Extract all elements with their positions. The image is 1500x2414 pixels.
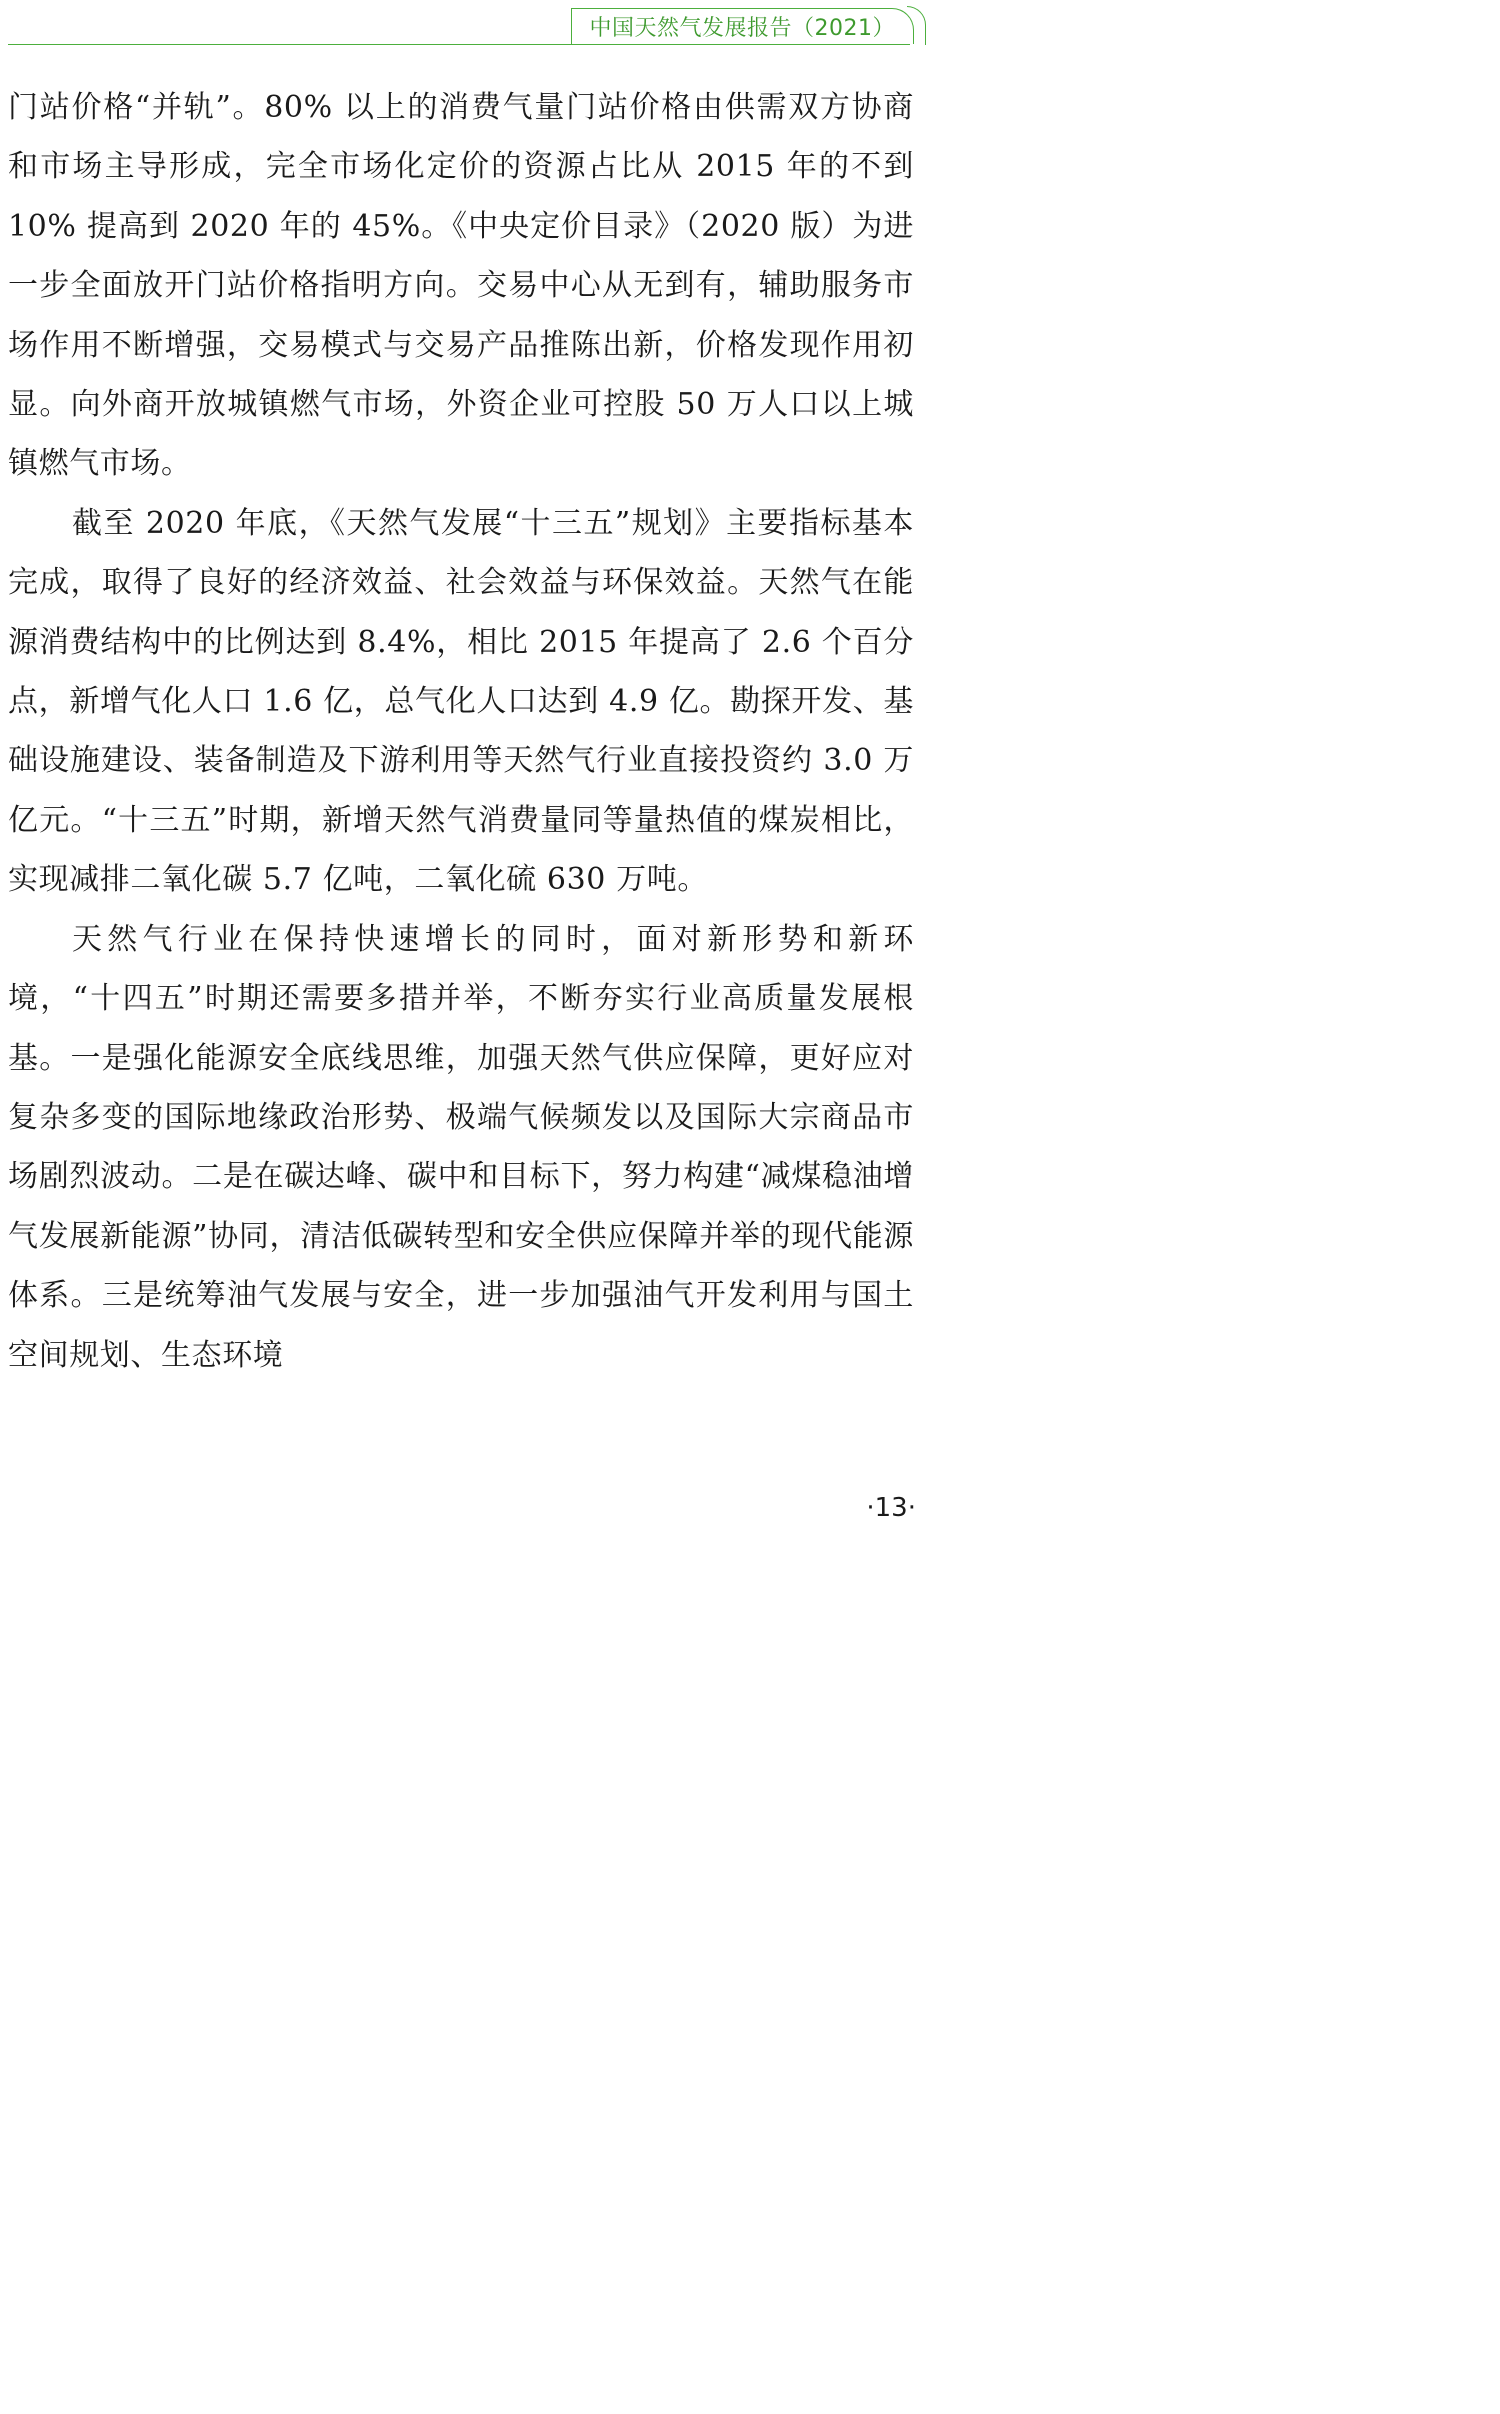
header-tab bbox=[571, 8, 915, 44]
paragraph: 天然气行业在保持快速增长的同时，面对新形势和新环境，“十四五”时期还需要多措并举，不断夯实行业高质量发展根基。一是强化能源安全底线思维，加强天然气供应保障，更好应对复杂多变的国际地缘政治形势、极端气候频发以及国际大宗商品市场剧烈波动。二是在碳达峰、碳中和目标下，努力构建“减煤稳油增气发展新能源”协同，清洁低碳转型和安全供应保障并举的现代能源体系。三是统筹油气发展与安全，进一步加强油气开发利用与国土空间规划、生态环境 bbox=[8, 921, 914, 1373]
paragraph: 门站价格“并轨”。80% 以上的消费气量门站价格由供需双方协商和市场主导形成，完全市场化定价的资源占比从 2015 年的不到 10% 提高到 2020 年的 45%。《中央定价目录》（2020 版）为进一步全面放开门站价格指明方向。交易中心从无到有，辅助服务市场作用不断增强，交易模式与交易产品推陈出新，价格发现作用初显。向外商开放城镇燃气市场，外资企业可控股 50 万人口以上城镇燃气市场。 bbox=[8, 90, 914, 482]
running-header bbox=[0, 0, 960, 50]
paragraph: 截至 2020 年底，《天然气发展“十三五”规划》主要指标基本完成，取得了良好的经济效益、社会效益与环保效益。天然气在能源消费结构中的比例达到 8.4%，相比 2015 年提高了 2.6 个百分点，新增气化人口 1.6 亿，总气化人口达到 4.9 亿。勘探开发、基础设施建设、装备制造及下游利用等天然气行业直接投资约 3.0 万亿元。“十三五”时期，新增天然气消费量同等量热值的煤炭相比，实现减排二氧化碳 5.7 亿吨，二氧化硫 630 万吨。 bbox=[8, 505, 914, 898]
body-text bbox=[8, 78, 914, 1385]
header-rule bbox=[8, 44, 910, 45]
page-number: ·13· bbox=[866, 1493, 916, 1523]
report-title: 中国天然气发展报告（2021） bbox=[589, 16, 895, 41]
